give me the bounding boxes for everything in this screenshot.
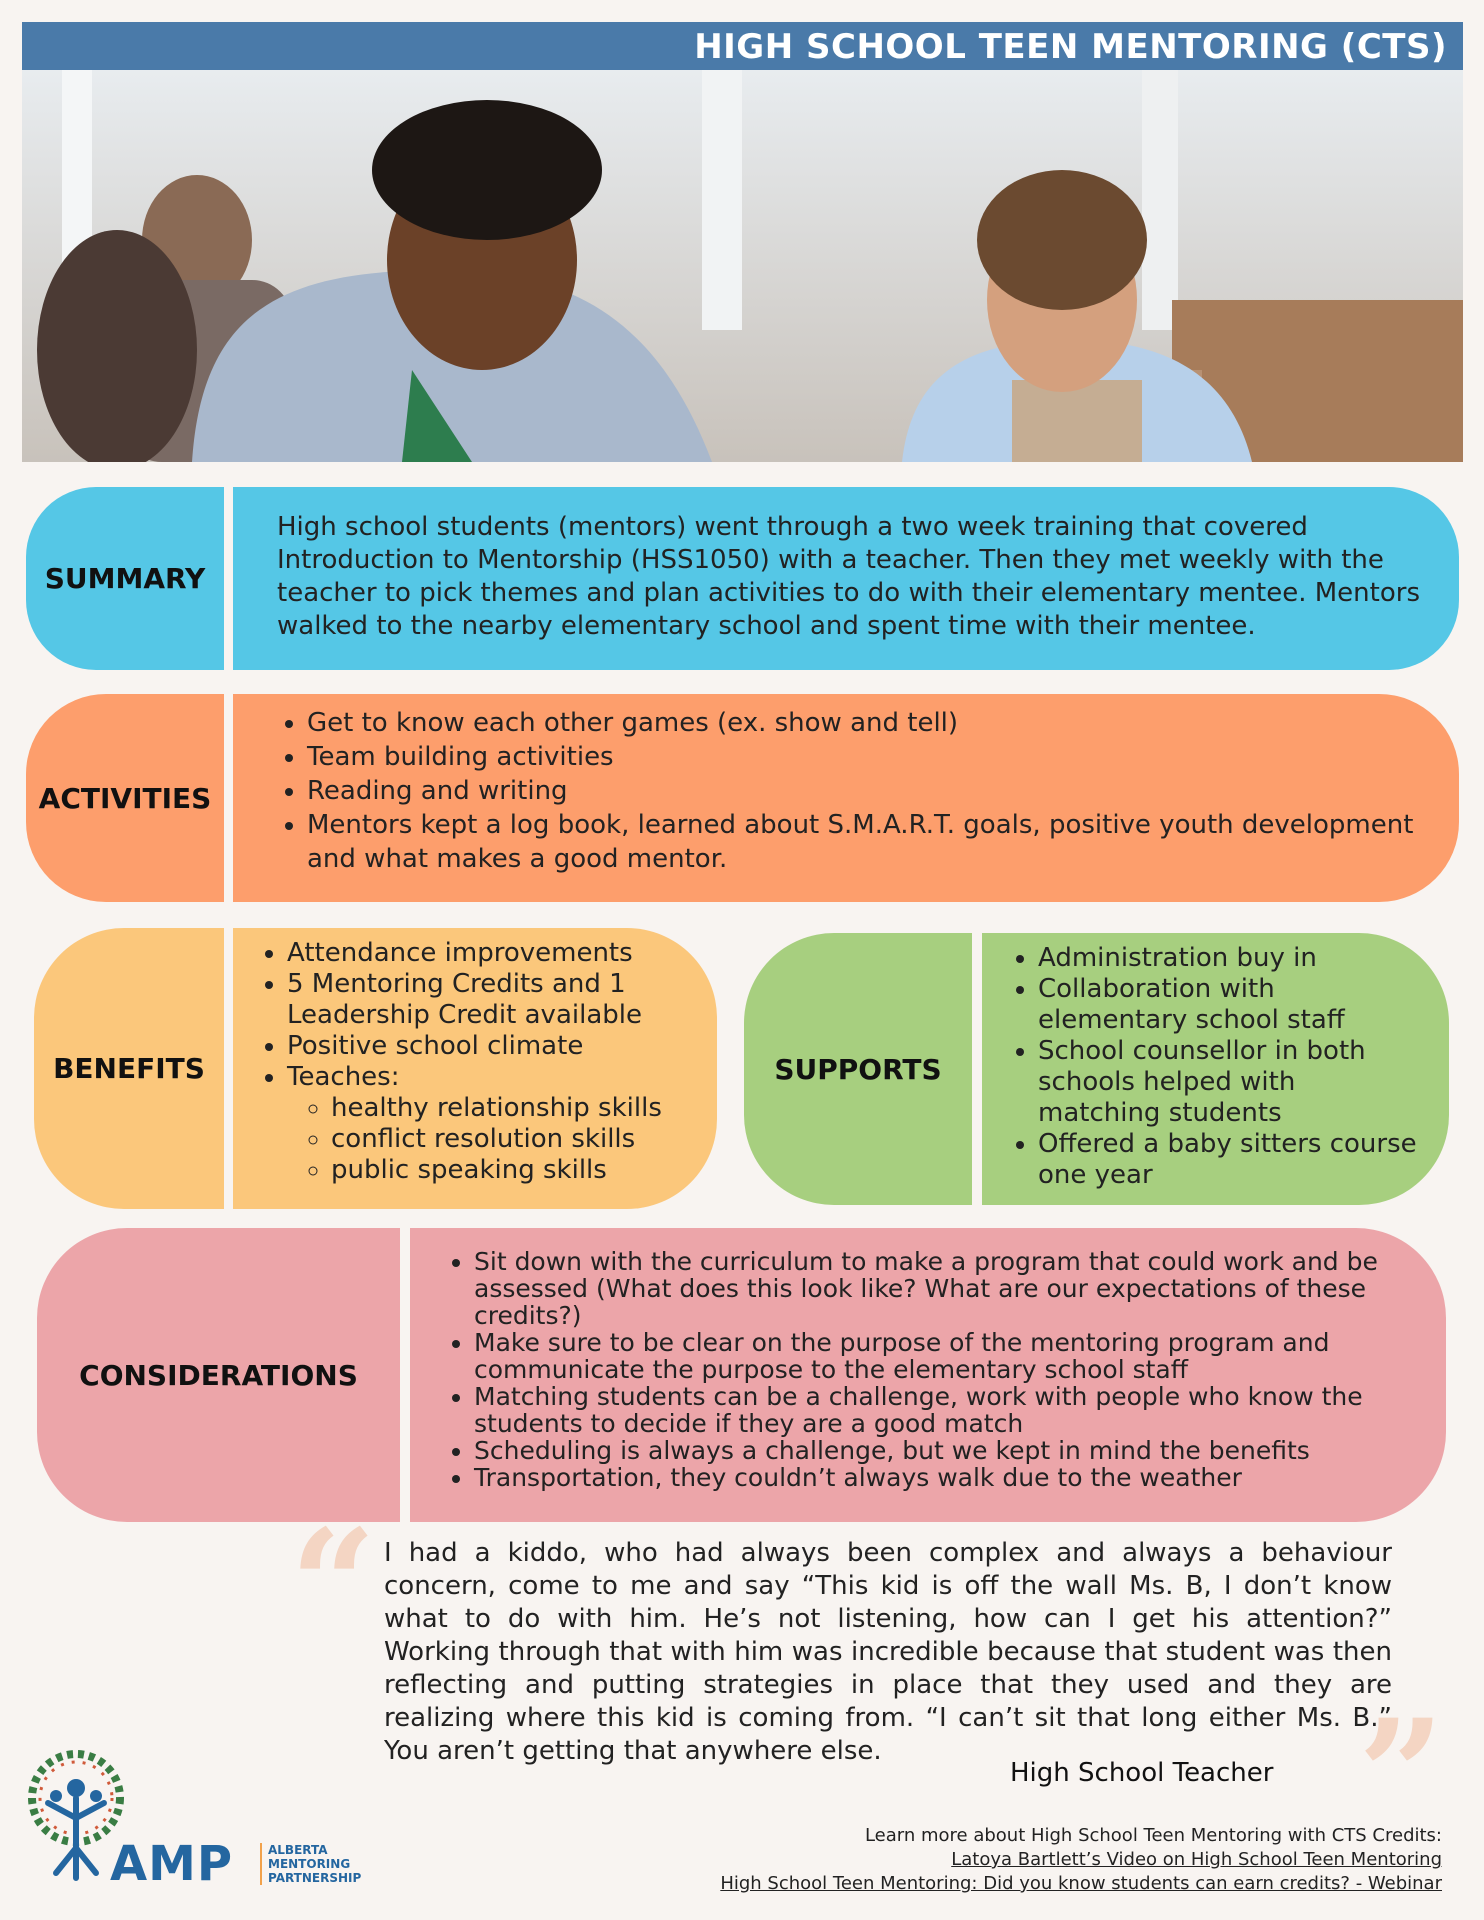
benefits-label-panel [34, 928, 224, 1209]
considerations-label: CONSIDERATIONS [79, 1358, 358, 1392]
considerations-list [440, 1248, 1390, 1491]
list-item: • Team building activities [307, 740, 1423, 774]
logo-tagline-line: ALBERTA [268, 1843, 328, 1857]
benefits-list [253, 938, 683, 1186]
title-bar [22, 22, 1463, 70]
list-item: • Get to know each other games (ex. show and tell) [307, 706, 1423, 740]
list-item: • Matching students can be a challenge, work with people who know the students to decide if they are a good match [474, 1383, 1390, 1437]
list-item: ◦ conflict resolution skills [331, 1124, 683, 1155]
list-item [287, 1062, 683, 1186]
list-item: • Sit down with the curriculum to make a program that could work and be assessed (What does this look like? What are our expectations of these credits?) [474, 1248, 1390, 1329]
logo-tagline [260, 1843, 361, 1885]
activities-label: ACTIVITIES [38, 781, 212, 815]
video-link[interactable]: Latoya Bartlett’s Video on High School Teen Mentoring [951, 1849, 1442, 1870]
teaches-label: Teaches: [287, 1062, 400, 1092]
list-item: • Collaboration with elementary school staff [1038, 974, 1424, 1036]
summary-body-panel [233, 487, 1459, 670]
list-item: • 5 Mentoring Credits and 1 Leadership Credit available [287, 969, 683, 1031]
logo-tagline-line: PARTNERSHIP [268, 1871, 362, 1885]
logo-tagline-line: MENTORING [268, 1857, 351, 1871]
supports-body-panel [982, 933, 1449, 1205]
supports-list [1004, 943, 1424, 1191]
logo-wordmark: AMP [110, 1836, 234, 1892]
list-item: ◦ healthy relationship skills [331, 1093, 683, 1124]
close-quote-icon: ” [1358, 1687, 1445, 1863]
list-item: ◦ public speaking skills [331, 1155, 683, 1186]
webinar-link[interactable]: High School Teen Mentoring: Did you know students can earn credits? - Webinar [720, 1873, 1442, 1894]
activities-body-panel [233, 694, 1459, 902]
page-title: HIGH SCHOOL TEEN MENTORING (CTS) [694, 27, 1447, 67]
activities-list [273, 706, 1423, 876]
summary-label: SUMMARY [44, 562, 206, 595]
open-quote-icon: “ [290, 1497, 377, 1673]
list-item: • Positive school climate [287, 1031, 683, 1062]
list-item: • Transportation, they couldn’t always walk due to the weather [474, 1464, 1390, 1491]
list-item: • Attendance improvements [287, 938, 683, 969]
benefits-label: BENEFITS [53, 1052, 205, 1085]
activities-label-panel [26, 694, 224, 902]
list-item: • Administration buy in [1038, 943, 1424, 974]
considerations-label-panel [37, 1228, 400, 1522]
benefits-body-panel [233, 928, 717, 1209]
list-item: • Make sure to be clear on the purpose of the mentoring program and communicate the purpose to the elementary school staff [474, 1329, 1390, 1383]
list-item: • Offered a baby sitters course one year [1038, 1129, 1424, 1191]
footer-links [720, 1824, 1442, 1896]
list-item: • Reading and writing [307, 774, 1423, 808]
supports-label: SUPPORTS [774, 1052, 942, 1086]
list-item: • Scheduling is always a challenge, but we kept in mind the benefits [474, 1437, 1390, 1464]
list-item: • School counsellor in both schools helped with matching students [1038, 1036, 1424, 1129]
supports-label-panel [744, 933, 972, 1205]
summary-text: High school students (mentors) went through a two week training that covered Introduction to Mentorship (HSS1050) with a teacher. Then they met weekly with the teacher to pick themes and plan activities to do with their elementary mentee. Mentors walked to the nearby elementary school and spent time with their mentee. [277, 512, 1420, 641]
footer-intro: Learn more about High School Teen Mentoring with CTS Credits: [864, 1825, 1442, 1846]
testimonial-quote: I had a kiddo, who had always been complex and always a behaviour concern, come to me and say “This kid is off the wall Ms. B, I don’t know what to do with him. He’s not listening, how can I get his attention?” Working through that with him was incredible because that student was then reflecting and putting strategies in place that they used and they are realizing where this kid is coming from. “I can’t sit that long either Ms. B.” You aren’t getting that anywhere else. [384, 1538, 1392, 1766]
list-item: • Mentors kept a log book, learned about S.M.A.R.T. goals, positive youth development and what makes a good mentor. [307, 808, 1423, 876]
quote-attribution: High School Teacher [1010, 1758, 1274, 1788]
considerations-body-panel [410, 1228, 1446, 1522]
summary-label-panel [26, 487, 224, 670]
hero-photo-illustration [22, 70, 1463, 462]
hero-photo [22, 70, 1463, 462]
